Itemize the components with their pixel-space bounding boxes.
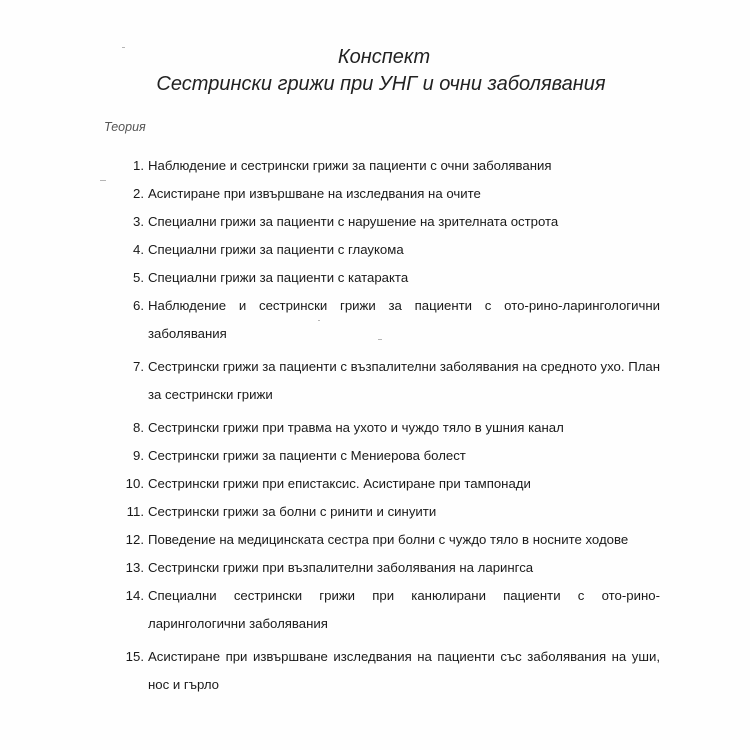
title-block <box>0 44 750 98</box>
list-item <box>120 213 660 231</box>
list-item <box>120 358 660 409</box>
scan-speck <box>122 47 125 48</box>
item-text: Наблюдение и сестрински грижи за пациенти с ото-рино-ларингологични заболявания <box>148 298 660 341</box>
item-number: 7. <box>133 359 144 374</box>
item-number: 9. <box>133 448 144 463</box>
item-number: 4. <box>133 242 144 257</box>
item-number: 1. <box>133 158 144 173</box>
item-number: 12. <box>125 532 144 547</box>
item-number: 15. <box>125 649 144 664</box>
item-text: Специални грижи за пациенти с нарушение на зрителната острота <box>148 214 559 229</box>
item-number: 2. <box>133 186 144 201</box>
list-item <box>120 475 660 493</box>
scan-speck <box>378 339 382 340</box>
item-text: Специални грижи за пациенти с глаукома <box>148 242 404 257</box>
list-item <box>120 447 660 465</box>
item-text: Сестрински грижи за пациенти с възпалителни заболявания на средното ухо. План за сестрински грижи <box>148 359 660 402</box>
list-item <box>120 269 660 287</box>
list-item <box>120 531 660 549</box>
topic-list <box>120 157 660 709</box>
item-number: 11. <box>126 504 144 519</box>
item-text: Специални сестрински грижи при канюлирани пациенти с ото-рино-ларингологични заболявания <box>148 588 660 631</box>
document-subtitle: Сестрински грижи при УНГ и очни заболявания <box>156 73 606 95</box>
list-item <box>120 185 660 203</box>
scan-speck <box>318 320 320 321</box>
list-item <box>120 503 660 521</box>
item-text: Специални грижи за пациенти с катаракта <box>148 270 409 285</box>
item-text: Сестрински грижи при епистаксис. Асистиране при тампонади <box>148 476 531 491</box>
list-item <box>120 587 660 638</box>
item-number: 10. <box>125 476 144 491</box>
list-item <box>120 157 660 175</box>
item-number: 8. <box>133 420 144 435</box>
item-number: 6. <box>133 298 144 313</box>
list-item <box>120 297 660 348</box>
item-number: 13. <box>125 560 144 575</box>
item-number: 3. <box>133 214 144 229</box>
item-text: Асистиране при извършване на изследвания на очите <box>148 186 481 201</box>
scan-speck <box>100 180 106 181</box>
document-title: Конспект <box>337 46 431 68</box>
item-text: Сестрински грижи за болни с ринити и синуити <box>148 504 437 519</box>
item-number: 14. <box>125 588 144 603</box>
item-text: Сестрински грижи при травма на ухото и чуждо тяло в ушния канал <box>148 420 564 435</box>
item-number: 5. <box>133 270 144 285</box>
list-item <box>120 648 660 699</box>
list-item <box>120 419 660 437</box>
item-text: Наблюдение и сестрински грижи за пациенти с очни заболявания <box>148 158 552 173</box>
list-item <box>120 241 660 259</box>
item-text: Сестрински грижи при възпалителни заболявания на ларингса <box>148 560 534 575</box>
item-text: Асистиране при извършване изследвания на пациенти със заболявания на уши, нос и гърло <box>148 649 660 692</box>
item-text: Сестрински грижи за пациенти с Мениерова болест <box>148 448 466 463</box>
list-item <box>120 559 660 577</box>
section-label: Теория <box>104 120 146 134</box>
item-text: Поведение на медицинската сестра при болни с чуждо тяло в носните ходове <box>148 532 629 547</box>
